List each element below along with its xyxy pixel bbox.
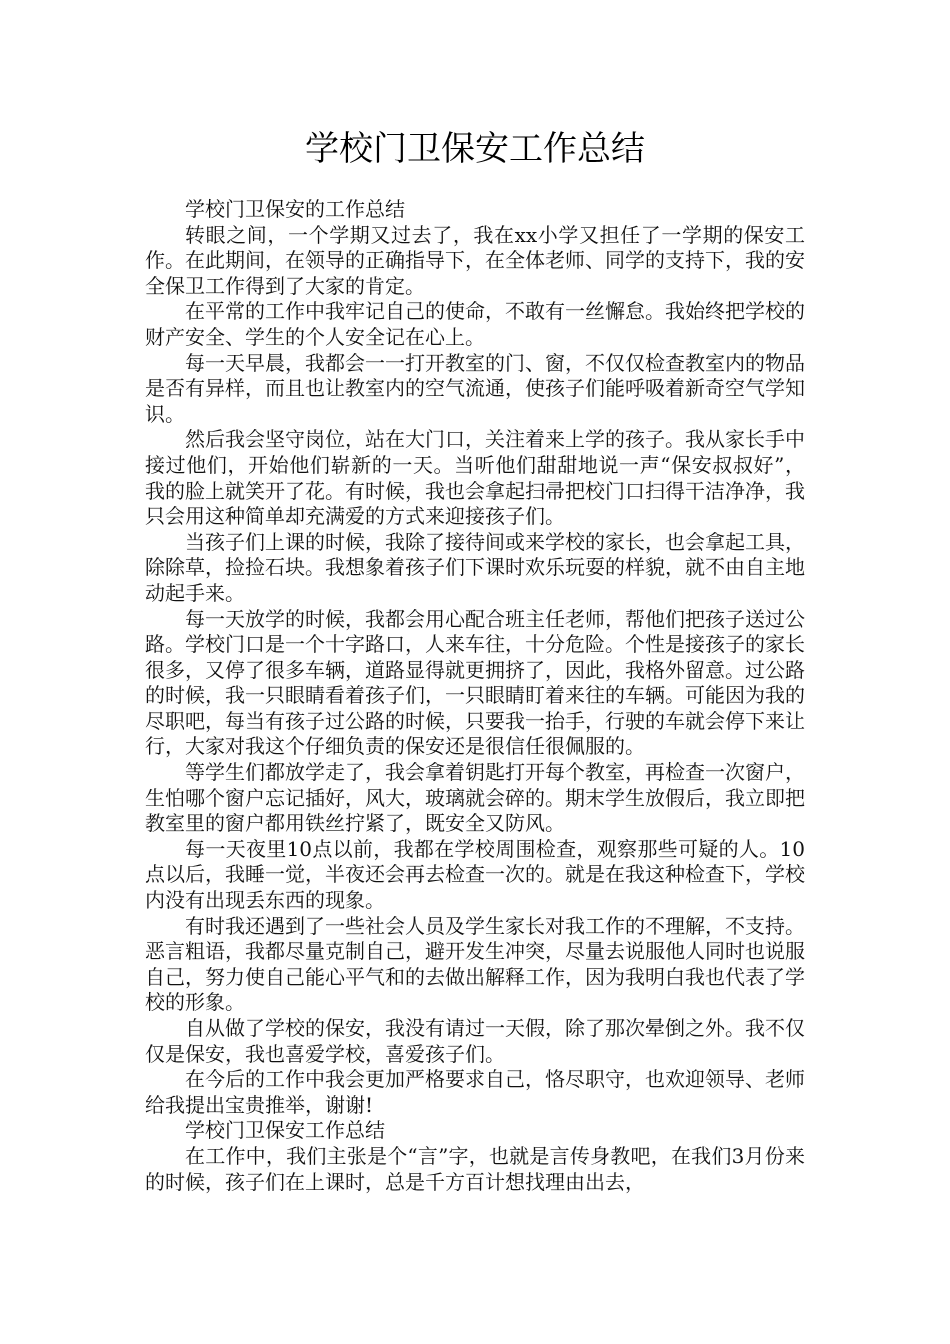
paragraph: 自从做了学校的保安，我没有请过一天假，除了那次晕倒之外。我不仅仅是保安，我也喜爱学校，喜爱孩子们。 — [145, 1016, 805, 1066]
paragraph: 每一天放学的时候，我都会用心配合班主任老师，帮他们把孩子送过公路。学校门口是一个十字路口，人来车往，十分危险。个性是接孩子的家长很多，又停了很多车辆，道路显得就更拥挤了，因此，我格外留意。过公路的时候，我一只眼睛看着孩子们，一只眼睛盯着来往的车辆。可能因为我的尽职吧，每当有孩子过公路的时候，只要我一抬手，行驶的车就会停下来让行，大家对我这个仔细负责的保安还是很信任很佩服的。 — [145, 606, 805, 759]
paragraph: 在今后的工作中我会更加严格要求自己，恪尽职守，也欢迎领导、老师给我提出宝贵推举，谢谢! — [145, 1067, 805, 1117]
paragraph: 当孩子们上课的时候，我除了接待间或来学校的家长，也会拿起工具，除除草，捡捡石块。我想象着孩子们下课时欢乐玩耍的样貌，就不由自主地动起手来。 — [145, 529, 805, 605]
paragraph: 在平常的工作中我牢记自己的使命，不敢有一丝懈怠。我始终把学校的财产安全、学生的个人安全记在心上。 — [145, 299, 805, 349]
paragraph: 等学生们都放学走了，我会拿着钥匙打开每个教室，再检查一次窗户，生怕哪个窗户忘记插好，风大，玻璃就会碎的。期末学生放假后，我立即把教室里的窗户都用铁丝拧紧了，既安全又防风。 — [145, 760, 805, 836]
paragraph: 转眼之间，一个学期又过去了，我在xx小学又担任了一学期的保安工作。在此期间，在领导的正确指导下，在全体老师、同学的支持下，我的安全保卫工作得到了大家的肯定。 — [145, 222, 805, 298]
paragraph-subtitle: 学校门卫保安工作总结 — [185, 1118, 385, 1143]
paragraph: 然后我会坚守岗位，站在大门口，关注着来上学的孩子。我从家长手中接过他们，开始他们崭新的一天。当听他们甜甜地说一声“保安叔叔好”，我的脸上就笑开了花。有时候，我也会拿起扫帚把校门口扫得干洁净净，我只会用这种简单却充满爱的方式来迎接孩子们。 — [145, 427, 805, 529]
page-title: 学校门卫保安工作总结 — [305, 129, 645, 169]
paragraph-subtitle: 学校门卫保安的工作总结 — [185, 197, 405, 221]
paragraph: 每一天早晨，我都会一一打开教室的门、窗，不仅仅检查教室内的物品是否有异样，而且也让教室内的空气流通，使孩子们能呼吸着新奇空气学知识。 — [145, 350, 805, 426]
document-body — [145, 197, 805, 1195]
paragraph: 有时我还遇到了一些社会人员及学生家长对我工作的不理解，不支持。恶言粗语，我都尽量克制自己，避开发生冲突，尽量去说服他人同时也说服自己，努力使自己能心平气和的去做出解释工作，因为我明白我也代表了学校的形象。 — [145, 913, 805, 1015]
paragraph: 每一天夜里10点以前，我都在学校周围检查，观察那些可疑的人。10点以后，我睡一觉，半夜还会再去检查一次的。就是在我这种检查下，学校内没有出现丢东西的现象。 — [145, 836, 805, 913]
paragraph: 在工作中，我们主张是个“言”字，也就是言传身教吧，在我们3月份来的时候，孩子们在上课时，总是千方百计想找理由出去， — [145, 1143, 805, 1194]
